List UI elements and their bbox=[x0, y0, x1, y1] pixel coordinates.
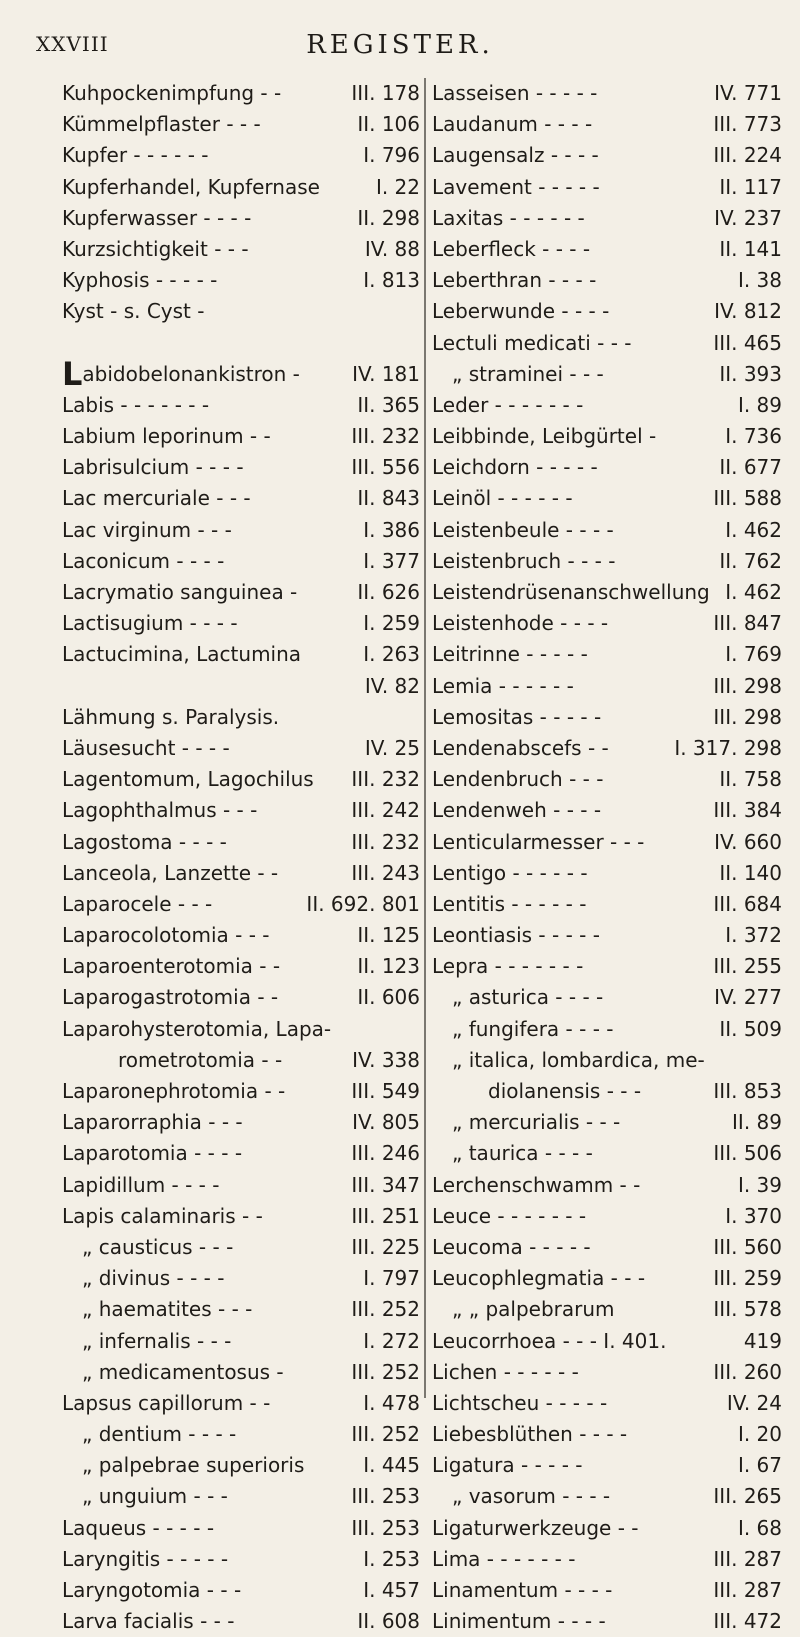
entry-term: diolanensis - - - bbox=[488, 1079, 642, 1103]
entry-reference: III. 347 bbox=[351, 1172, 420, 1197]
entry-term: „ haematites - - - bbox=[82, 1297, 253, 1322]
entry-reference: III. 472 bbox=[713, 1609, 782, 1634]
right-column bbox=[432, 78, 782, 1637]
index-entry bbox=[432, 1014, 782, 1045]
entry-term: Lendenabscefs - - bbox=[432, 735, 609, 760]
entry-reference: IV. 805 bbox=[352, 1110, 420, 1135]
entry-reference: I. 22 bbox=[375, 174, 420, 199]
entry-term: Labrisulcium - - - - bbox=[62, 455, 244, 480]
entry-reference: I. 272 bbox=[363, 1328, 420, 1353]
index-entry bbox=[62, 1450, 420, 1481]
entry-term: Leistenbeule - - - - bbox=[432, 517, 614, 542]
index-entry bbox=[432, 203, 782, 234]
entry-reference: III. 252 bbox=[351, 1422, 420, 1447]
index-entry bbox=[62, 951, 420, 982]
index-entry bbox=[432, 858, 782, 889]
index-entry bbox=[62, 515, 420, 546]
entry-term: Linimentum - - - - bbox=[432, 1609, 606, 1634]
entry-reference: IV. 82 bbox=[364, 673, 420, 698]
index-entry bbox=[62, 1076, 420, 1107]
entry-term: Lemia - - - - - - bbox=[432, 673, 574, 698]
entry-reference: I. 386 bbox=[363, 517, 420, 542]
index-entry bbox=[62, 390, 420, 421]
entry-term: Larva facialis - - - bbox=[62, 1609, 235, 1634]
entry-term: Leitrinne - - - - - bbox=[432, 642, 588, 667]
index-entry bbox=[432, 1450, 782, 1481]
entry-term: Laparocele - - - bbox=[62, 891, 213, 916]
entry-reference: I. 89 bbox=[737, 392, 782, 417]
index-entry bbox=[432, 78, 782, 109]
index-entry bbox=[432, 1357, 782, 1388]
entry-reference: III. 265 bbox=[713, 1484, 782, 1509]
index-entry bbox=[62, 1544, 420, 1575]
index-entry bbox=[62, 1263, 420, 1294]
index-entry bbox=[432, 1481, 782, 1512]
entry-term: Lactisugium - - - - bbox=[62, 611, 238, 636]
entry-reference: II. 125 bbox=[357, 923, 420, 948]
entry-reference: III. 253 bbox=[351, 1515, 420, 1540]
entry-reference: III. 260 bbox=[713, 1359, 782, 1384]
entry-reference: IV. 277 bbox=[714, 985, 782, 1010]
entry-reference: I. 445 bbox=[363, 1453, 420, 1478]
entry-reference: II. 509 bbox=[719, 1016, 782, 1041]
index-entry bbox=[432, 920, 782, 951]
entry-term: Leistenhode - - - - bbox=[432, 611, 609, 636]
entry-reference: II. 141 bbox=[719, 236, 782, 261]
index-entry bbox=[62, 1045, 420, 1076]
index-entry bbox=[432, 328, 782, 359]
entry-term: Leder - - - - - - - bbox=[432, 392, 584, 417]
entry-reference: II. 89 bbox=[732, 1110, 782, 1135]
entry-reference: I. 253 bbox=[363, 1546, 420, 1571]
index-entry bbox=[62, 452, 420, 483]
entry-term: Laryngitis - - - - - bbox=[62, 1546, 229, 1571]
entry-reference: III. 287 bbox=[713, 1546, 782, 1571]
index-entry bbox=[62, 359, 420, 390]
entry-reference: II. 106 bbox=[357, 112, 420, 137]
index-entry bbox=[62, 265, 420, 296]
entry-reference: I. 813 bbox=[363, 268, 420, 293]
entry-reference: III. 298 bbox=[713, 673, 782, 698]
entry-term: Linamentum - - - - bbox=[432, 1578, 613, 1602]
index-entry bbox=[432, 764, 782, 795]
entry-term: Lähmung s. Paralysis. bbox=[62, 704, 280, 729]
index-entry bbox=[62, 1107, 420, 1138]
entry-reference: II. 762 bbox=[719, 548, 782, 573]
entry-reference: III. 588 bbox=[713, 486, 782, 511]
index-entry bbox=[62, 1513, 420, 1544]
column-divider bbox=[424, 78, 426, 1398]
entry-term: Ligatura - - - - - bbox=[432, 1453, 583, 1478]
index-entry bbox=[432, 733, 782, 764]
entry-term: Kupferhandel, Kupfernase bbox=[62, 174, 320, 199]
index-entry bbox=[432, 1232, 782, 1263]
entry-term: Lacrymatio sanguinea - bbox=[62, 580, 298, 604]
index-entry bbox=[62, 1419, 420, 1450]
entry-term: Lasseisen - - - - - bbox=[432, 81, 598, 105]
index-entry bbox=[432, 546, 782, 577]
index-entry bbox=[432, 1107, 782, 1138]
index-entry bbox=[62, 234, 420, 265]
entry-term: Lagophthalmus - - - bbox=[62, 798, 258, 823]
entry-reference: III. 684 bbox=[713, 891, 782, 916]
entry-reference: I. 377 bbox=[363, 548, 420, 573]
entry-reference: I. 38 bbox=[737, 268, 782, 293]
entry-term: Lendenbruch - - - bbox=[432, 767, 604, 792]
index-entry bbox=[62, 671, 420, 702]
entry-term: Lapidillum - - - - bbox=[62, 1172, 220, 1197]
entry-term: „ italica, lombardica, me- bbox=[452, 1047, 705, 1072]
entry-reference: III. 556 bbox=[351, 455, 420, 480]
entry-reference: II. 677 bbox=[719, 455, 782, 480]
entry-reference: II. 758 bbox=[719, 767, 782, 792]
entry-reference: III. 773 bbox=[713, 112, 782, 137]
entry-reference: I. 736 bbox=[725, 424, 782, 449]
entry-term: Leucoma - - - - - bbox=[432, 1234, 591, 1259]
index-entry bbox=[432, 359, 782, 390]
index-entry bbox=[432, 390, 782, 421]
entry-term: Lapis calaminaris - - bbox=[62, 1203, 263, 1228]
entry-reference: II. 692. 801 bbox=[306, 891, 420, 916]
entry-reference: III. 560 bbox=[713, 1234, 782, 1259]
index-entry bbox=[62, 296, 420, 327]
page-title: REGISTER. bbox=[306, 30, 494, 60]
index-entry bbox=[62, 1294, 420, 1325]
entry-term: Lapsus capillorum - - bbox=[62, 1390, 271, 1415]
index-entry bbox=[432, 1201, 782, 1232]
entry-reference: III. 253 bbox=[351, 1484, 420, 1509]
index-entry bbox=[432, 951, 782, 982]
index-entry bbox=[62, 639, 420, 670]
entry-reference: III. 384 bbox=[713, 798, 782, 823]
entry-reference: III. 252 bbox=[351, 1359, 420, 1384]
index-entry bbox=[62, 827, 420, 858]
entry-term: „ mercurialis - - - bbox=[452, 1110, 621, 1135]
entry-term: rometrotomia - - bbox=[118, 1047, 283, 1072]
index-entry bbox=[62, 1606, 420, 1637]
entry-reference: I. 68 bbox=[737, 1515, 782, 1540]
entry-reference: I. 317. 298 bbox=[674, 735, 782, 760]
index-entry bbox=[432, 1326, 782, 1357]
index-entry bbox=[432, 1045, 782, 1076]
entry-reference: II. 365 bbox=[357, 392, 420, 417]
entry-reference: IV. 24 bbox=[726, 1390, 782, 1415]
index-entry bbox=[62, 140, 420, 171]
entry-reference: IV. 338 bbox=[352, 1047, 420, 1072]
entry-term: Laparotomia - - - - bbox=[62, 1141, 243, 1166]
index-entry bbox=[432, 702, 782, 733]
entry-term: „ causticus - - - bbox=[82, 1234, 234, 1259]
entry-reference: III. 232 bbox=[351, 767, 420, 792]
entry-term: Lentitis - - - - - - bbox=[432, 891, 587, 916]
index-entry bbox=[62, 858, 420, 889]
entry-reference: I. 457 bbox=[363, 1578, 420, 1602]
page-number: XXVIII bbox=[36, 32, 109, 56]
entry-reference: II. 606 bbox=[357, 985, 420, 1010]
index-entry bbox=[432, 452, 782, 483]
index-entry bbox=[432, 639, 782, 670]
entry-reference: III. 287 bbox=[713, 1578, 782, 1602]
entry-reference: II. 298 bbox=[357, 205, 420, 230]
entry-reference: III. 847 bbox=[713, 611, 782, 636]
entry-reference: III. 178 bbox=[351, 81, 420, 105]
entry-term: „ palpebrae superioris bbox=[82, 1453, 305, 1478]
index-entry bbox=[432, 1170, 782, 1201]
entry-term: Lentigo - - - - - - bbox=[432, 860, 588, 885]
index-entry bbox=[432, 1388, 782, 1419]
entry-reference: III. 232 bbox=[351, 424, 420, 449]
index-entry bbox=[432, 1263, 782, 1294]
entry-reference: III. 549 bbox=[351, 1079, 420, 1103]
index-entry bbox=[432, 1606, 782, 1637]
entry-term: Leucophlegmatia - - - bbox=[432, 1266, 646, 1291]
index-entry bbox=[62, 1481, 420, 1512]
index-entry bbox=[432, 795, 782, 826]
index-entry bbox=[432, 577, 782, 608]
entry-term: Labis - - - - - - - bbox=[62, 392, 210, 417]
entry-term: Lichtscheu - - - - - bbox=[432, 1390, 608, 1415]
entry-reference: I. 263 bbox=[363, 642, 420, 667]
entry-term: „ infernalis - - - bbox=[82, 1328, 232, 1353]
entry-term: Lectuli medicati - - - bbox=[432, 330, 632, 355]
entry-reference: IV. 88 bbox=[364, 236, 420, 261]
entry-term: Lichen - - - - - - bbox=[432, 1359, 579, 1384]
index-entry bbox=[62, 109, 420, 140]
entry-term: Laconicum - - - - bbox=[62, 548, 225, 573]
index-entry bbox=[432, 608, 782, 639]
index-entry bbox=[432, 172, 782, 203]
entry-term: Laxitas - - - - - - bbox=[432, 205, 585, 230]
entry-reference: III. 251 bbox=[351, 1203, 420, 1228]
entry-reference: II. 117 bbox=[719, 174, 782, 199]
entry-term: Kurzsichtigkeit - - - bbox=[62, 236, 249, 261]
entry-reference: II. 140 bbox=[719, 860, 782, 885]
index-entry bbox=[432, 1544, 782, 1575]
index-entry bbox=[62, 1014, 420, 1045]
index-entry bbox=[62, 982, 420, 1013]
entry-term: „ straminei - - - bbox=[452, 361, 604, 386]
entry-term: Laryngotomia - - - bbox=[62, 1578, 242, 1602]
entry-term: Leberthran - - - - bbox=[432, 268, 597, 293]
index-entry bbox=[62, 1201, 420, 1232]
entry-term: Laparorraphia - - - bbox=[62, 1110, 243, 1135]
entry-reference: III. 243 bbox=[351, 860, 420, 885]
entry-reference: I. 20 bbox=[737, 1422, 782, 1447]
entry-term: Leontiasis - - - - - bbox=[432, 923, 600, 948]
index-entry bbox=[62, 608, 420, 639]
entry-term: Lavement - - - - - bbox=[432, 174, 600, 199]
entry-term: Labidobelonankistron - bbox=[62, 358, 300, 390]
entry-reference: III. 259 bbox=[713, 1266, 782, 1291]
index-entry bbox=[432, 421, 782, 452]
entry-reference: I. 462 bbox=[725, 580, 782, 604]
entry-reference: II. 123 bbox=[357, 954, 420, 979]
entry-term: „ „ palpebrarum bbox=[452, 1297, 615, 1322]
entry-reference: IV. 660 bbox=[714, 829, 782, 854]
entry-term: Kupfer - - - - - - bbox=[62, 143, 209, 168]
entry-term: Läusesucht - - - - bbox=[62, 735, 230, 760]
entry-term: Lemositas - - - - - bbox=[432, 704, 602, 729]
entry-term: Leistenbruch - - - - bbox=[432, 548, 616, 573]
entry-term: Ligaturwerkzeuge - - bbox=[432, 1515, 639, 1540]
entry-reference: II. 393 bbox=[719, 361, 782, 386]
entry-term: Laparonephrotomia - - bbox=[62, 1079, 286, 1103]
entry-reference: I. 769 bbox=[725, 642, 782, 667]
entry-reference: I. 259 bbox=[363, 611, 420, 636]
index-entry bbox=[432, 296, 782, 327]
entry-reference: I. 39 bbox=[737, 1172, 782, 1197]
index-entry bbox=[62, 920, 420, 951]
index-entry bbox=[432, 1076, 782, 1107]
entry-reference: IV. 812 bbox=[714, 299, 782, 324]
entry-reference: III. 225 bbox=[351, 1234, 420, 1259]
entry-term: Lima - - - - - - - bbox=[432, 1546, 576, 1571]
entry-term: Kümmelpflaster - - - bbox=[62, 112, 261, 137]
entry-term: Lactucimina, Lactumina bbox=[62, 642, 302, 667]
entry-term: Lac mercuriale - - - bbox=[62, 486, 251, 511]
index-entry bbox=[432, 982, 782, 1013]
index-entry bbox=[62, 203, 420, 234]
index-entry bbox=[62, 483, 420, 514]
index-entry bbox=[432, 109, 782, 140]
entry-reference: IV. 771 bbox=[714, 81, 782, 105]
entry-term: „ asturica - - - - bbox=[452, 985, 604, 1010]
index-entry bbox=[62, 795, 420, 826]
index-entry bbox=[62, 889, 420, 920]
entry-reference: IV. 237 bbox=[714, 205, 782, 230]
entry-term: „ medicamentosus - bbox=[82, 1359, 284, 1384]
index-entry bbox=[62, 1232, 420, 1263]
index-entry bbox=[62, 172, 420, 203]
entry-reference: I. 796 bbox=[363, 143, 420, 168]
entry-reference: 419 bbox=[743, 1328, 782, 1353]
entry-term: Laparoenterotomia - - bbox=[62, 954, 281, 979]
index-entry bbox=[62, 733, 420, 764]
entry-term: Leinöl - - - - - - bbox=[432, 486, 573, 511]
entry-reference: I. 797 bbox=[363, 1266, 420, 1291]
index-entry bbox=[432, 1419, 782, 1450]
entry-reference: III. 224 bbox=[713, 143, 782, 168]
entry-reference: I. 370 bbox=[725, 1203, 782, 1228]
index-entry bbox=[62, 421, 420, 452]
index-entry bbox=[432, 1575, 782, 1606]
index-entry bbox=[62, 1138, 420, 1169]
index-entry bbox=[432, 515, 782, 546]
index-entry bbox=[432, 140, 782, 171]
entry-term: Leucorrhoea - - - I. 401. bbox=[432, 1328, 667, 1353]
entry-reference: I. 372 bbox=[725, 923, 782, 948]
entry-term: Kyst - s. Cyst - bbox=[62, 299, 205, 324]
index-entry bbox=[62, 702, 420, 733]
index-entry bbox=[62, 577, 420, 608]
entry-reference: II. 843 bbox=[357, 486, 420, 511]
entry-term: Leuce - - - - - - - bbox=[432, 1203, 587, 1228]
index-entry bbox=[432, 889, 782, 920]
entry-term: „ fungifera - - - - bbox=[452, 1016, 614, 1041]
entry-reference: III. 298 bbox=[713, 704, 782, 729]
entry-reference: I. 478 bbox=[363, 1390, 420, 1415]
entry-term: Laudanum - - - - bbox=[432, 112, 593, 137]
index-entry bbox=[62, 546, 420, 577]
entry-term: Leibbinde, Leibgürtel - bbox=[432, 424, 657, 449]
entry-reference: III. 242 bbox=[351, 798, 420, 823]
index-entry bbox=[432, 1513, 782, 1544]
index-entry bbox=[62, 1575, 420, 1606]
entry-term: Lanceola, Lanzette - - bbox=[62, 860, 279, 885]
index-entry bbox=[432, 671, 782, 702]
entry-term: Lac virginum - - - bbox=[62, 517, 232, 542]
entry-term: Lagostoma - - - - bbox=[62, 829, 227, 854]
entry-reference: II. 626 bbox=[357, 580, 420, 604]
entry-term: „ dentium - - - - bbox=[82, 1422, 237, 1447]
entry-reference: I. 67 bbox=[737, 1453, 782, 1478]
index-entry bbox=[432, 1294, 782, 1325]
index-entry bbox=[432, 827, 782, 858]
index-entry bbox=[432, 265, 782, 296]
entry-term: Labium leporinum - - bbox=[62, 424, 271, 449]
entry-term: Laqueus - - - - - bbox=[62, 1515, 215, 1540]
entry-term: Lerchenschwamm - - bbox=[432, 1172, 641, 1197]
entry-reference: III. 853 bbox=[713, 1079, 782, 1103]
entry-term: Kupferwasser - - - - bbox=[62, 205, 252, 230]
entry-term: Laparogastrotomia - - bbox=[62, 985, 279, 1010]
entry-term: Lendenweh - - - - bbox=[432, 798, 602, 823]
entry-term: Laparocolotomia - - - bbox=[62, 923, 270, 948]
index-entry bbox=[62, 1357, 420, 1388]
index-entry bbox=[432, 1138, 782, 1169]
entry-term: Lepra - - - - - - - bbox=[432, 954, 584, 979]
entry-reference: III. 578 bbox=[713, 1297, 782, 1322]
index-entry bbox=[432, 483, 782, 514]
index-entry bbox=[432, 234, 782, 265]
entry-term: Leichdorn - - - - - bbox=[432, 455, 598, 480]
entry-term: Leistendrüsenanschwellung bbox=[432, 580, 710, 604]
entry-term: Kyphosis - - - - - bbox=[62, 268, 218, 293]
entry-reference: III. 246 bbox=[351, 1141, 420, 1166]
index-entry bbox=[62, 78, 420, 109]
index-entry bbox=[62, 1326, 420, 1357]
entry-reference: IV. 25 bbox=[364, 735, 420, 760]
entry-term: Leberwunde - - - - bbox=[432, 299, 610, 324]
entry-reference: I. 462 bbox=[725, 517, 782, 542]
entry-reference: II. 608 bbox=[357, 1609, 420, 1634]
entry-term: Laugensalz - - - - bbox=[432, 143, 599, 168]
entry-reference: III. 506 bbox=[713, 1141, 782, 1166]
index-entry bbox=[62, 328, 420, 359]
entry-term: Laparohysterotomia, Lapa- bbox=[62, 1016, 332, 1041]
entry-term: „ unguium - - - bbox=[82, 1484, 228, 1509]
index-entry bbox=[62, 1388, 420, 1419]
entry-reference: III. 255 bbox=[713, 954, 782, 979]
entry-reference: IV. 181 bbox=[352, 361, 420, 386]
entry-term: „ divinus - - - - bbox=[82, 1266, 225, 1291]
entry-term: Lagentomum, Lagochilus bbox=[62, 767, 314, 792]
entry-reference: III. 465 bbox=[713, 330, 782, 355]
index-entry bbox=[62, 764, 420, 795]
left-column bbox=[62, 78, 420, 1637]
entry-term: „ taurica - - - - bbox=[452, 1141, 593, 1166]
index-entry bbox=[62, 1170, 420, 1201]
entry-term: Kuhpockenimpfung - - bbox=[62, 81, 282, 105]
entry-term: Liebesblüthen - - - - bbox=[432, 1422, 628, 1447]
entry-term: „ vasorum - - - - bbox=[452, 1484, 611, 1509]
entry-reference: III. 252 bbox=[351, 1297, 420, 1322]
entry-reference: III. 232 bbox=[351, 829, 420, 854]
entry-term: Leberfleck - - - - bbox=[432, 236, 591, 261]
entry-term: Lenticularmesser - - - bbox=[432, 829, 645, 854]
